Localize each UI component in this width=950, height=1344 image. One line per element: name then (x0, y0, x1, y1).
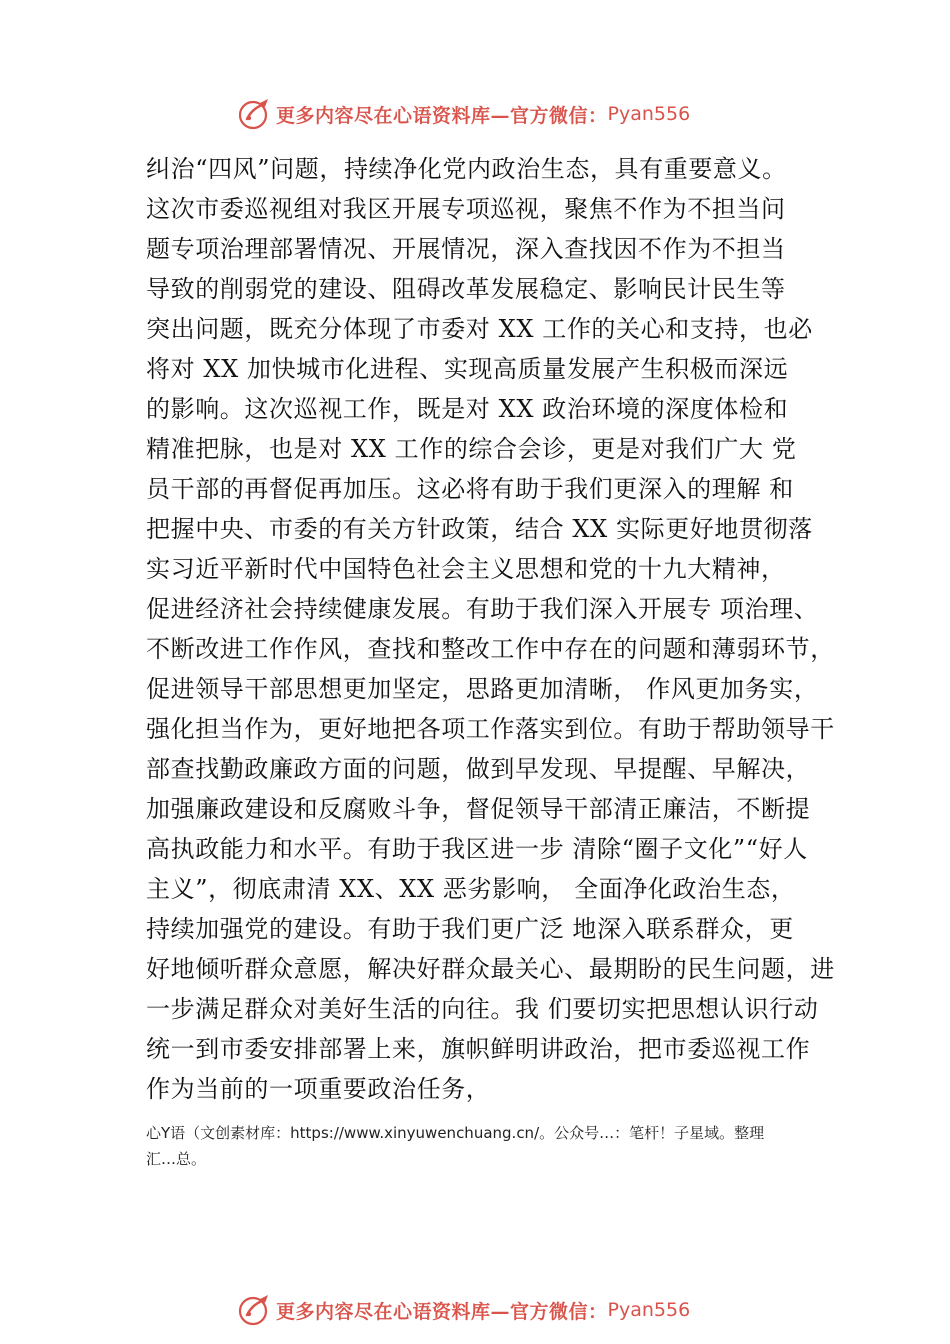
text-line: 这次市委巡视组对我区开展专项巡视，聚焦不作为不担当问 (146, 195, 786, 223)
text-line: 加强廉政建设和反腐败斗争，督促领导干部清正廉洁，不断提 (146, 795, 811, 823)
text-line: 导致的削弱党的建设、阻碍改革发展稳定、影响民计民生等 (146, 275, 786, 303)
text-line: 高执政能力和水平。有助于我区进一步 清除“圈子文化”“好人 (146, 835, 808, 863)
text-line: 持续加强党的建设。有助于我们更广泛 地深入联系群众，更 (146, 915, 794, 943)
text-line: 的影响。这次巡视工作，既是对 XX 政治环境的深度体检和 (146, 395, 789, 423)
text-line: 主义”，彻底肃清 XX、XX 恶劣影响， 全面净化政治生态， (146, 875, 796, 903)
brush-pen-logo-icon (238, 1293, 272, 1327)
text-line: 把握中央、市委的有关方针政策，结合 XX 实际更好地贯彻落 (146, 515, 813, 543)
text-line: 促进领导干部思想更加坚定，思路更加清晰， 作风更加务实， (146, 675, 819, 703)
footnote-line: 汇…总。 (146, 1150, 207, 1168)
footer-wechat-id: Pyan556 (607, 1299, 691, 1321)
document-body (146, 149, 846, 1109)
text-line: 纠治“四风”问题，持续净化党内政治生态，具有重要意义。 (146, 155, 787, 183)
source-footnote (146, 1120, 846, 1172)
text-line: 强化担当作为，更好地把各项工作落实到位。有助于帮助领导干 (146, 715, 835, 743)
text-line: 实习近平新时代中国特色社会主义思想和党的十九大精神， (146, 555, 786, 583)
text-line: 作为当前的一项重要政治任务， (146, 1075, 491, 1103)
text-line: 题专项治理部署情况、开展情况，深入查找因不作为不担当 (146, 235, 786, 263)
brush-pen-logo-icon (238, 97, 272, 131)
footer-banner-text: 更多内容尽在心语资料库—官方微信： (276, 1300, 608, 1323)
text-line: 好地倾听群众意愿，解决好群众最关心、最期盼的民生问题，进 (146, 955, 835, 983)
text-line: 精准把脉，也是对 XX 工作的综合会诊，更是对我们广大 党 (146, 435, 797, 463)
text-line: 统一到市委安排部署上来，旗帜鲜明讲政治，把市委巡视工作 (146, 1035, 811, 1063)
text-line: 员干部的再督促再加压。这必将有助于我们更深入的理解 和 (146, 475, 794, 503)
text-line: 部查找勤政廉政方面的问题，做到早发现、早提醒、早解决， (146, 755, 811, 783)
header-wechat-id: Pyan556 (607, 103, 691, 125)
text-line: 促进经济社会持续健康发展。有助于我们深入开展专 项治理、 (146, 595, 819, 623)
footer-banner (238, 1292, 690, 1328)
footnote-line: 心Y语（文创素材库：https://www.xinyuwenchuang.cn/。公众号…：笔杆！子星域。整理 (146, 1124, 765, 1142)
header-banner-text: 更多内容尽在心语资料库—官方微信： (276, 104, 608, 127)
header-banner (238, 96, 690, 132)
text-line: 不断改进工作作风，查找和整改工作中存在的问题和薄弱环节， (146, 635, 835, 663)
text-line: 突出问题，既充分体现了市委对 XX 工作的关心和支持，也必 (146, 315, 813, 343)
text-line: 一步满足群众对美好生活的向往。我 们要切实把思想认识行动 (146, 995, 819, 1023)
text-line: 将对 XX 加快城市化进程、实现高质量发展产生积极而深远 (146, 355, 789, 383)
